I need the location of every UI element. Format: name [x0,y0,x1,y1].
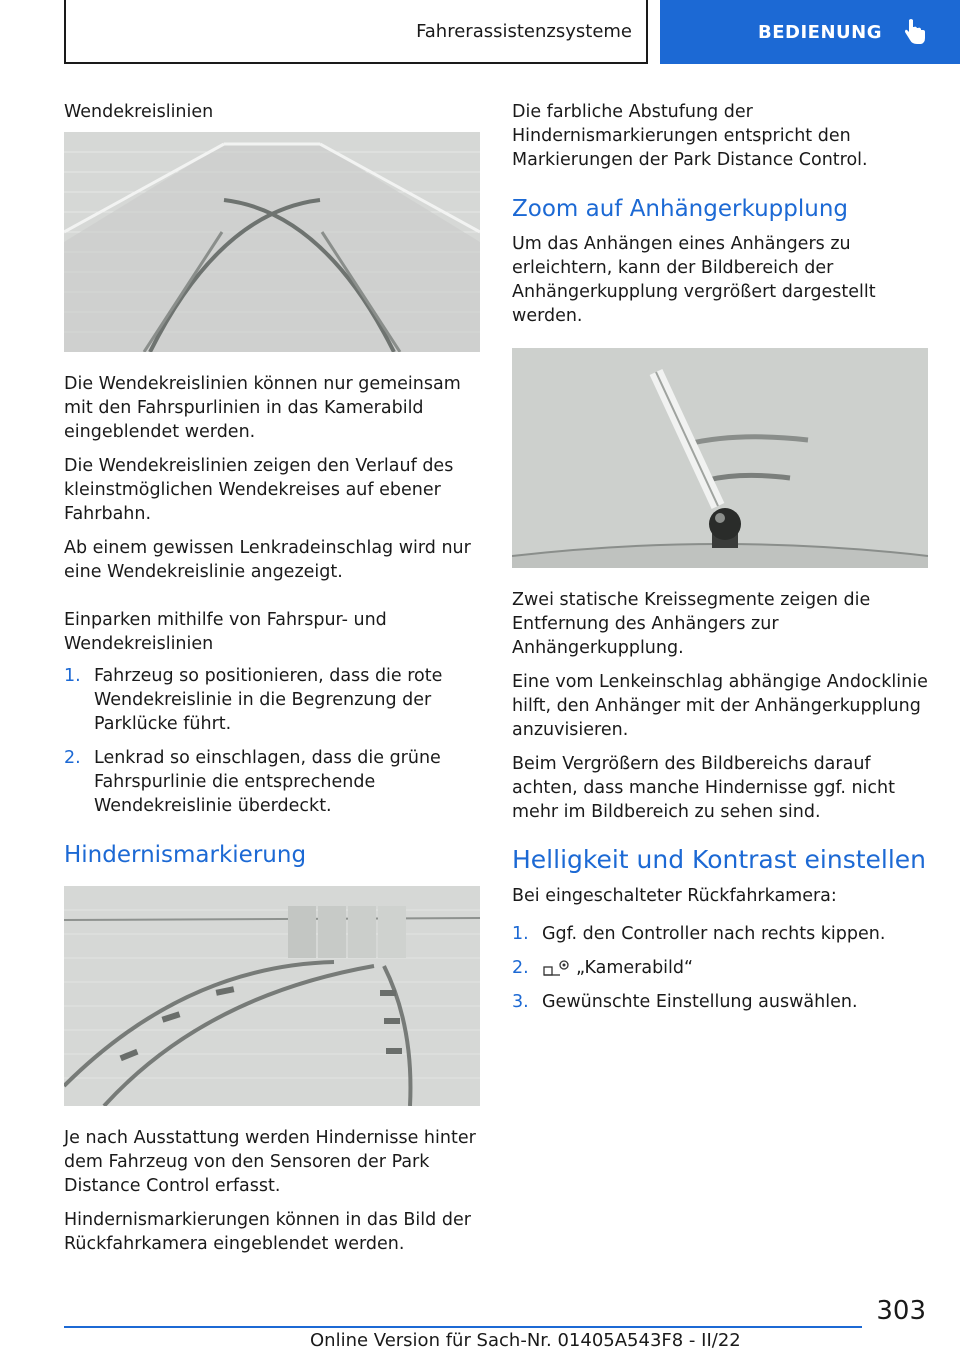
header-section-box [64,0,648,64]
turning-lines-paragraph-3: Ab einem gewissen Lenkradeinschlag wird nur eine Wendekreislinie angezeigt. [64,538,471,582]
turning-lines-paragraph-2: Die Wendekreislinien zeigen den Verlauf des kleinstmöglichen Wendekreises auf ebener Fahrbahn. [64,456,454,524]
header-chapter-title: BEDIENUNG [758,21,882,43]
pointing-hand-icon [904,18,926,46]
header-chapter-tab[interactable] [660,0,960,64]
list-item: 2. „Kamerabild“ [512,958,694,978]
hitch-zoom-paragraph-4: Beim Vergrößern des Bildbereichs darauf achten, dass manche Hindernisse ggf. nicht mehr im Bildbereich zu sehen sind. [512,754,895,822]
hitch-zoom-figure [512,348,928,568]
list-item: 1. Ggf. den Controller nach rechts kippen. [512,924,886,944]
hitch-zoom-paragraph-1: Um das Anhängen eines Anhängers zu erleichtern, kann der Bildbereich der Anhängerkupplung vergrößert dargestellt werden. [512,234,876,326]
footer-divider [64,1326,862,1328]
hitch-zoom-paragraph-2: Zwei statische Kreissegmente zeigen die Entfernung des Anhängers zur Anhängerkupplung. [512,590,871,658]
list-item: 2. Lenkrad so einschlagen, dass die grüne Fahrspurlinie die entsprechende Wendekreislinie überdeckt. [64,748,441,816]
color-gradation-paragraph: Die farbliche Abstufung der Hindernismarkierungen entspricht den Markierungen der Park Distance Control. [512,102,868,170]
list-item: 1. Fahrzeug so positionieren, dass die rote Wendekreislinie in die Begrenzung der Parklücke führt. [64,666,443,734]
camera-settings-icon [542,957,572,979]
obstacle-markers-paragraph-2: Hindernismarkierungen können in das Bild der Rückfahrkamera eingeblendet werden. [64,1210,471,1254]
turning-lines-figure [64,132,480,352]
footer-version-text: Online Version für Sach-Nr. 01405A543F8 - II/22 [310,1330,741,1351]
brightness-steps-list [512,922,928,1014]
header-section-title: Fahrerassistenzsysteme [416,20,632,42]
left-column [64,100,480,1266]
heading-parking-with-lines: Einparken mithilfe von Fahrspur- und Wendekreislinien [64,610,387,654]
heading-obstacle-markers: Hindernismarkierung [64,842,307,868]
obstacle-markers-figure [64,886,480,1106]
right-column [512,100,928,1024]
heading-brightness-contrast: Helligkeit und Kontrast einstellen [512,845,927,874]
turning-lines-paragraph-1: Die Wendekreislinien können nur gemeinsam mit den Fahrspurlinien in das Kamerabild eingeblendet werden. [64,374,461,442]
parking-steps-list [64,664,480,818]
list-item: 3. Gewünschte Einstellung auswählen. [512,992,858,1012]
obstacle-markers-paragraph-1: Je nach Ausstattung werden Hindernisse hinter dem Fahrzeug von den Sensoren der Park Distance Control erfasst. [64,1128,476,1196]
page-number: 303 [876,1296,926,1326]
brightness-paragraph: Bei eingeschalteter Rückfahrkamera: [512,886,837,906]
heading-turning-lines: Wendekreislinien [64,102,214,122]
hitch-zoom-paragraph-3: Eine vom Lenkeinschlag abhängige Andocklinie hilft, den Anhänger mit der Anhängerkupplung anzuvisieren. [512,672,928,740]
heading-hitch-zoom: Zoom auf Anhängerkupplung [512,196,848,222]
